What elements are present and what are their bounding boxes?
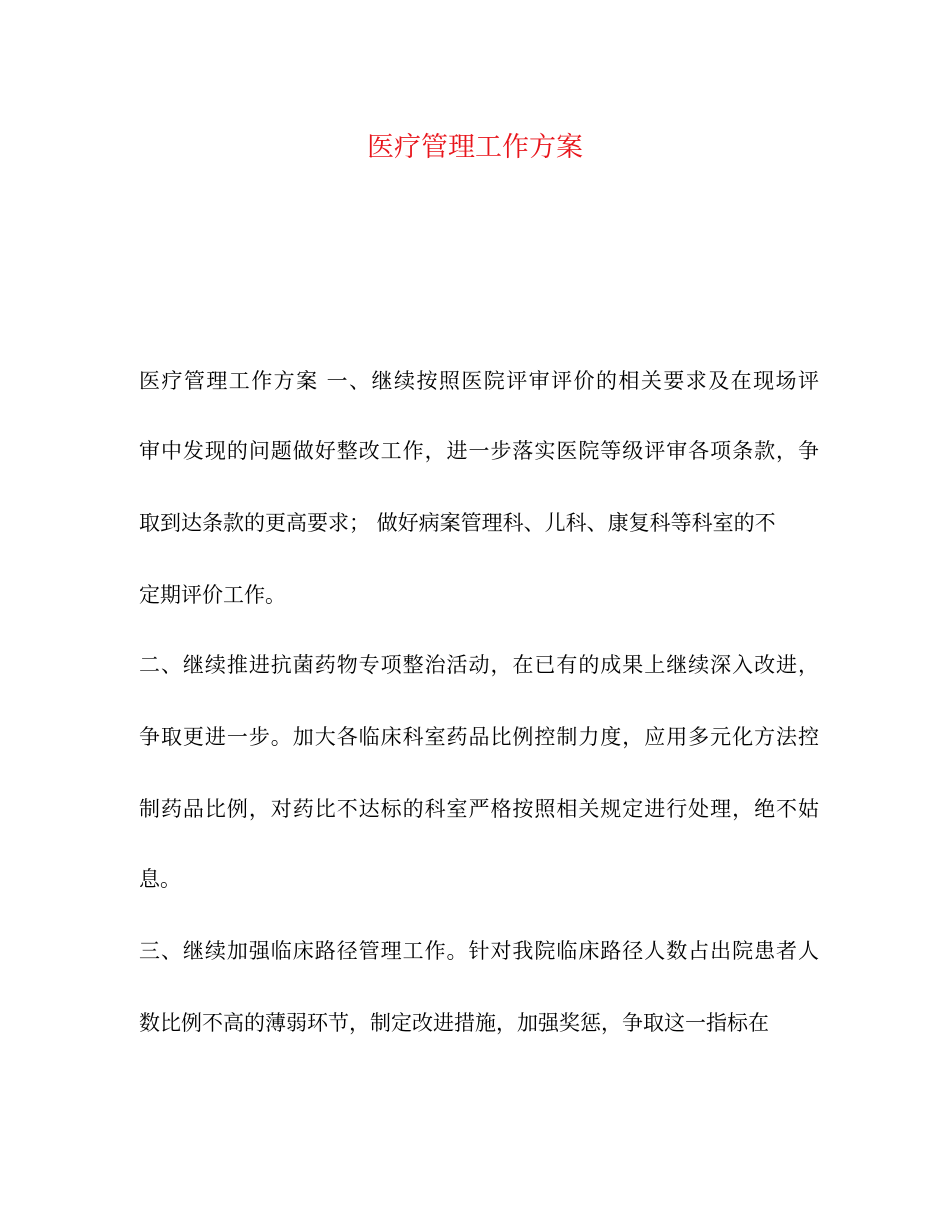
paragraph-line: 二、继续推进抗菌药物专项整治活动，在已有的成果上继续深入改进，: [139, 653, 819, 677]
paragraph-line: 制药品比例，对药比不达标的科室严格按照相关规定进行处理，绝不姑: [139, 797, 819, 821]
paragraph-line: 医疗管理工作方案 一、继续按照医院评审评价的相关要求及在现场评: [139, 369, 819, 393]
document-title: 医疗管理工作方案: [367, 132, 583, 163]
paragraph-line: 三、继续加强临床路径管理工作。针对我院临床路径人数占出院患者人: [139, 939, 819, 963]
paragraph-line: 息。: [139, 867, 181, 891]
paragraph-line: 取到达条款的更高要求； 做好病案管理科、儿科、康复科等科室的不: [139, 511, 776, 535]
paragraph-line: 争取更进一步。加大各临床科室药品比例控制力度，应用多元化方法控: [139, 725, 819, 749]
paragraph-line: 审中发现的问题做好整改工作，进一步落实医院等级评审各项条款，争: [139, 439, 819, 463]
paragraph-line: 数比例不高的薄弱环节，制定改进措施，加强奖惩，争取这一指标在: [139, 1011, 769, 1035]
paragraph-line: 定期评价工作。: [139, 583, 286, 607]
